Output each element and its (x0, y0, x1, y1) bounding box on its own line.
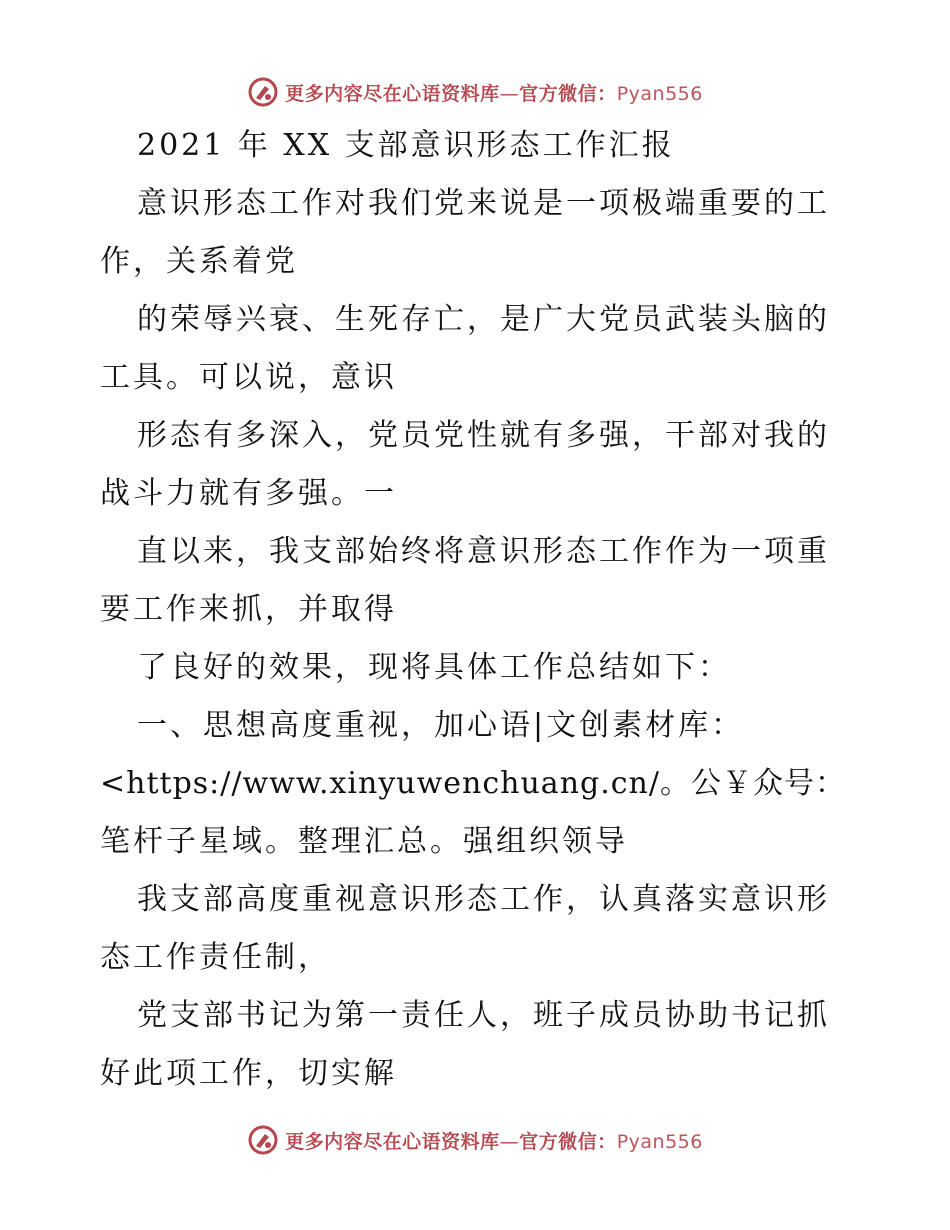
paragraph-line: 形态有多深入，党员党性就有多强，干部对我的 (137, 418, 830, 453)
footer-banner-label: 官方微信： (519, 1130, 617, 1153)
paragraph-line: 战斗力就有多强。一 (100, 476, 397, 511)
paragraph-line: 了良好的效果，现将具体工作总结如下： (137, 650, 731, 685)
header-banner-title: 更多内容尽在心语资料库 (285, 82, 500, 105)
header-banner (0, 70, 950, 114)
paragraph-line: 要工作来抓，并取得 (100, 592, 397, 627)
header-banner-label: 官方微信： (519, 82, 617, 105)
paragraph-line: 党支部书记为第一责任人，班子成员协助书记抓 (137, 998, 830, 1033)
footer-banner-text (285, 1127, 703, 1154)
paragraph-line: 我支部高度重视意识形态工作，认真落实意识形 (137, 882, 830, 917)
footer-banner-title: 更多内容尽在心语资料库 (285, 1130, 500, 1153)
header-banner-text (285, 79, 703, 106)
footer-banner-separator: — (499, 1130, 520, 1153)
footer-banner (0, 1118, 950, 1162)
paragraph-line: 工具。可以说，意识 (100, 360, 397, 395)
paragraph-line: 好此项工作，切实解 (100, 1056, 397, 1091)
header-banner-handle: Pyan556 (616, 82, 703, 105)
url-line: <https://www.xinyuwenchuang.cn/。公￥众号： (100, 766, 846, 801)
seal-logo-icon (247, 76, 279, 108)
footer-banner-handle: Pyan556 (616, 1130, 703, 1153)
section-heading-line: 一、思想高度重视，加心语|文创素材库： (137, 708, 745, 743)
header-banner-separator: — (499, 82, 520, 105)
paragraph-line: 直以来，我支部始终将意识形态工作作为一项重 (137, 534, 830, 569)
footer-banner-content (247, 1124, 703, 1156)
document-title: 2021 年 XX 支部意识形态工作汇报 (137, 128, 675, 163)
paragraph-line: 作，关系着党 (100, 244, 298, 279)
header-banner-content (247, 76, 703, 108)
paragraph-line: 态工作责任制， (100, 940, 331, 975)
paragraph-line: 意识形态工作对我们党来说是一项极端重要的工 (137, 186, 830, 221)
paragraph-line: 的荣辱兴衰、生死存亡，是广大党员武装头脑的 (137, 302, 830, 337)
seal-logo-icon (247, 1124, 279, 1156)
paragraph-line: 笔杆子星域。整理汇总。强组织领导 (100, 824, 628, 859)
